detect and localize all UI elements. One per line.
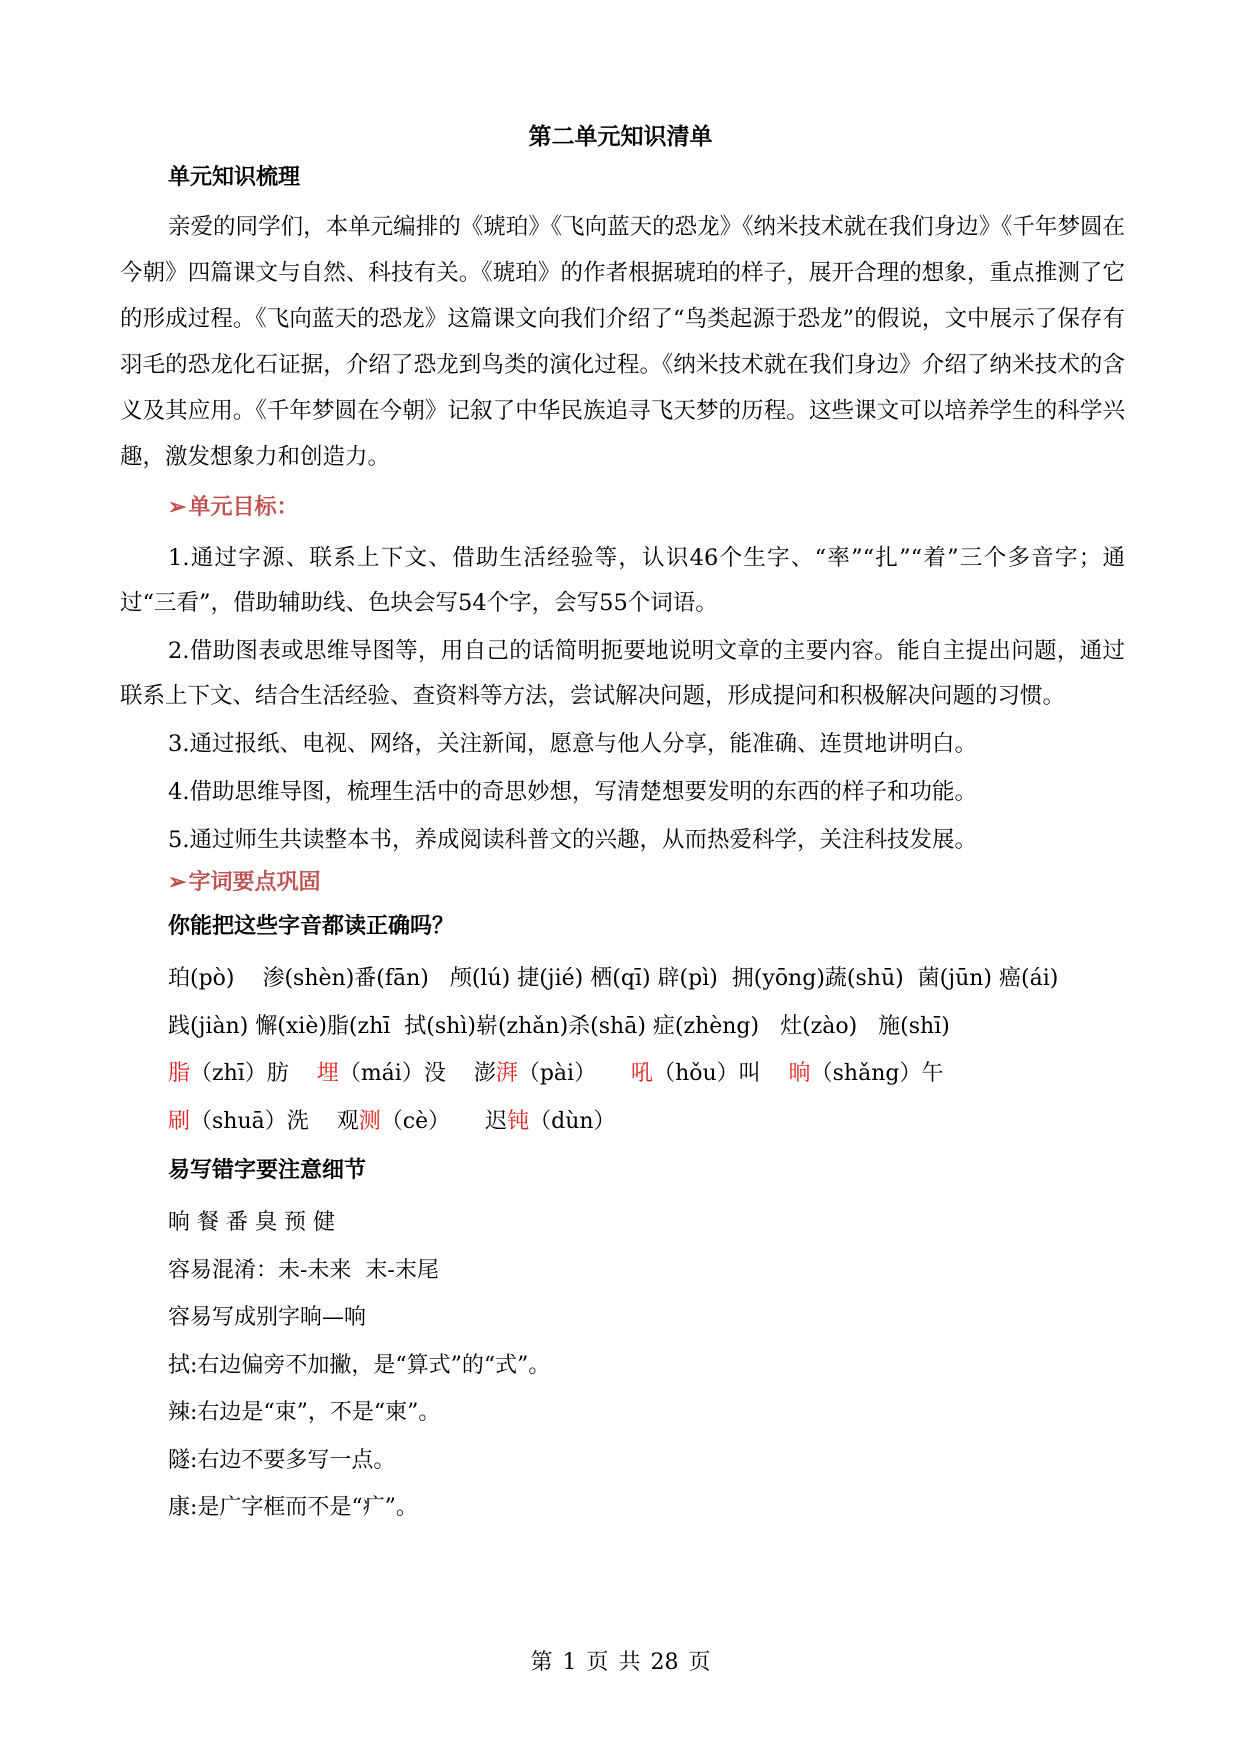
pron-text: （cè）	[380, 1108, 486, 1134]
footer-text: 共	[618, 1650, 641, 1675]
writing-note: 拭:右边偏旁不加撇，是“算式”的“式”。	[168, 1352, 551, 1378]
highlight-char: 吼	[631, 1061, 654, 1086]
pron-text: 观	[336, 1108, 359, 1134]
pron-text: （mái）没	[338, 1061, 474, 1086]
writing-heading: 易写错字要注意细节	[168, 1157, 367, 1183]
goals-heading-label: 单元目标：	[188, 494, 299, 520]
highlight-char: 湃	[495, 1061, 518, 1086]
pron-text: （hǒu）叫	[653, 1061, 789, 1086]
section-heading-goals	[120, 492, 1125, 522]
highlight-pronunciation-line	[120, 1098, 1125, 1146]
page-number: 1	[562, 1650, 577, 1675]
highlight-pronunciation-line	[120, 1050, 1125, 1098]
highlight-char: 埋	[316, 1061, 339, 1086]
section-heading-overview: 单元知识梳理	[168, 164, 301, 190]
writing-note: 容易混淆：未-未来 末-末尾	[168, 1257, 439, 1283]
goal-item: 5.通过师生共读整本书，养成阅读科普文的兴趣，从而热爱科学，关注科技发展。	[168, 827, 977, 853]
pron-text: （zhī）肪	[190, 1061, 317, 1086]
goal-item: 3.通过报纸、电视、网络，关注新闻，愿意与他人分享，能准确、连贯地讲明白。	[168, 731, 977, 757]
highlight-char: 脂	[168, 1061, 191, 1086]
pron-text: （shuā）洗	[190, 1108, 337, 1134]
arrow-bullet-icon: ➢	[168, 869, 187, 895]
arrow-bullet-icon: ➢	[168, 494, 187, 520]
section-heading-words	[120, 867, 1125, 897]
page-footer	[0, 1648, 1241, 1678]
writing-note: 容易写成别字晌—响	[168, 1305, 367, 1330]
highlight-char: 钝	[507, 1108, 530, 1134]
writing-note: 康:是广字框而不是“疒”。	[168, 1495, 418, 1520]
pron-text: 迟	[485, 1108, 508, 1134]
overview-paragraph: 亲爱的同学们，本单元编排的《琥珀》《飞向蓝天的恐龙》《纳米技术就在我们身边》《千年梦圆在今朝》四篇课文与自然、科技有关。《琥珀》的作者根据琥珀的样子，展开合理的想象，重点推测了它的形成过程。《飞向蓝天的恐龙》这篇课文向我们介绍了“鸟类起源于恐龙”的假说，文中展示了保存有羽毛的恐龙化石证据，介绍了恐龙到鸟类的演化过程。《纳米技术就在我们身边》介绍了纳米技术的含义及其应用。《千年梦圆在今朝》记叙了中华民族追寻飞天梦的历程。这些课文可以培养学生的科学兴趣，激发想象力和创造力。	[120, 214, 1125, 470]
content	[120, 162, 1125, 1532]
pronunciation-line: 践(jiàn) 懈(xiè)脂(zhī 拭(shì)崭(zhǎn)杀(shā) 症(zhèng) 灶(zào) 施(shī)	[168, 1013, 950, 1039]
pron-text: （shǎng）午	[810, 1061, 944, 1086]
writing-note: 辣:右边是“束”，不是“柬”。	[168, 1400, 441, 1425]
pron-text: 澎	[473, 1061, 496, 1086]
pron-text: （pài）	[517, 1061, 632, 1086]
page-total: 28	[650, 1650, 679, 1675]
goal-item: 4.借助思维导图，梳理生活中的奇思妙想，写清楚想要发明的东西的样子和功能。	[168, 779, 977, 805]
page-title: 第二单元知识清单	[528, 123, 713, 150]
writing-note: 晌 餐 番 臭 预 健	[168, 1210, 335, 1235]
footer-text: 页	[586, 1650, 609, 1675]
pronunciation-heading: 你能把这些字音都读正确吗？	[168, 913, 455, 939]
pron-text: （dùn）	[529, 1108, 616, 1134]
words-heading-label: 字词要点巩固	[188, 869, 321, 895]
footer-text: 第	[530, 1650, 553, 1675]
highlight-char: 晌	[788, 1061, 811, 1086]
pronunciation-line: 珀(pò) 渗(shèn)番(fān) 颅(lú) 捷(jié) 栖(qī) 辟(pì) 拥(yōng)蔬(shū) 菌(jūn) 癌(ái)	[168, 966, 1059, 991]
writing-note: 隧:右边不要多写一点。	[168, 1447, 396, 1473]
highlight-char: 测	[358, 1108, 381, 1134]
highlight-char: 刷	[168, 1108, 191, 1134]
goal-item: 1.通过字源、联系上下文、借助生活经验等，认识46个生字、“率”“扎”“着”三个多音字；通过“三看”，借助辅助线、色块会写54个字，会写55个词语。	[120, 545, 1125, 616]
goal-item: 2.借助图表或思维导图等，用自己的话简明扼要地说明文章的主要内容。能自主提出问题，通过联系上下文、结合生活经验、查资料等方法，尝试解决问题，形成提问和积极解决问题的习惯。	[120, 638, 1125, 709]
footer-text: 页	[688, 1650, 711, 1675]
